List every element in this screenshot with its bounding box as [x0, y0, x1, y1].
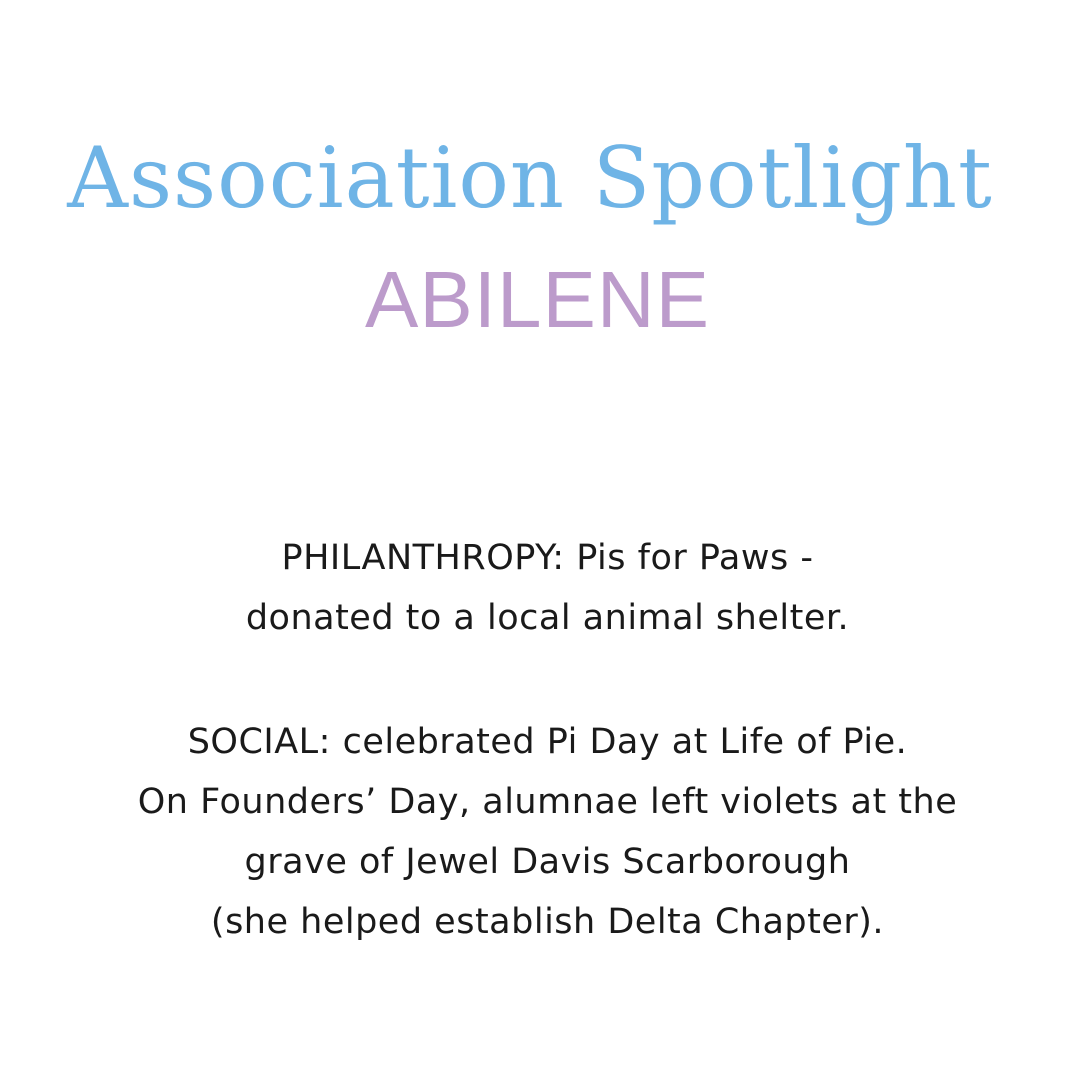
- association-name: ABILENE: [365, 255, 710, 344]
- page-title: Association Spotlight: [67, 129, 993, 227]
- social-line: (she helped establish Delta Chapter).: [210, 902, 885, 942]
- social-line: grave of Jewel Davis Scarborough: [244, 842, 851, 882]
- philanthropy-line: PHILANTHROPY: Pis for Paws -: [281, 538, 814, 578]
- philanthropy-section: [0, 528, 1080, 648]
- social-line: SOCIAL: celebrated Pi Day at Life of Pie.: [187, 722, 908, 762]
- social-line: On Founders’ Day, alumnae left violets at the: [137, 782, 958, 822]
- social-section: [0, 712, 1080, 952]
- philanthropy-line: donated to a local animal shelter.: [245, 598, 850, 638]
